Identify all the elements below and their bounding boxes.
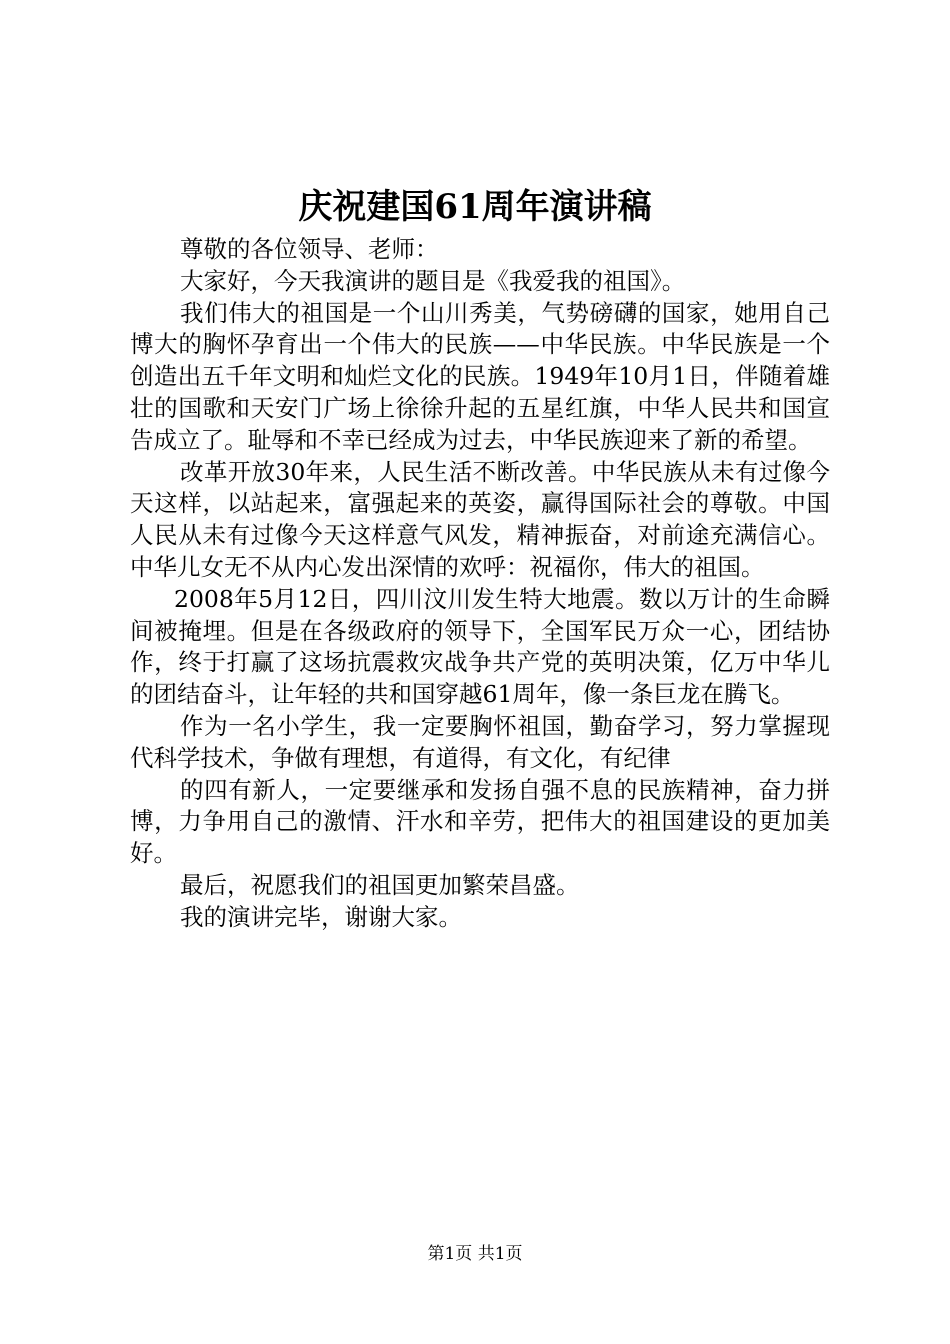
paragraph-student: 作为一名小学生，我一定要胸怀祖国，勤奋学习，努力掌握现代科学技术，争做有理想，有道得，有文化，有纪律	[130, 711, 830, 772]
document-body	[130, 234, 830, 934]
paragraph-greeting: 大家好，今天我演讲的题目是《我爱我的祖国》。	[180, 266, 686, 295]
paragraph-new-people: 的四有新人，一定要继承和发扬自强不息的民族精神，奋力拼博，力争用自己的激情、汗水和辛劳，把伟大的祖国建设的更加美好。	[130, 775, 830, 868]
paragraph-wishes: 最后，祝愿我们的祖国更加繁荣昌盛。	[180, 870, 580, 899]
page-number-footer: 第1页 共1页	[427, 1244, 523, 1264]
paragraph-earthquake: 2008年5月12日，四川汶川发生特大地震。数以万计的生命瞬间被掩埋。但是在各级政府的领导下，全国军民万众一心，团结协作，终于打赢了这场抗震救灾战争共产党的英明决策，亿万中华儿的团结奋斗，让年轻的共和国穿越61周年，像一条巨龙在腾飞。	[130, 584, 830, 709]
document-title: 庆祝建国61周年演讲稿	[298, 187, 652, 227]
paragraph-salutation: 尊敬的各位领导、老师：	[180, 235, 439, 263]
paragraph-motherland: 我们伟大的祖国是一个山川秀美，气势磅礴的国家，她用自己博大的胸怀孕育出一个伟大的民族——中华民族。中华民族是一个创造出五千年文明和灿烂文化的民族。1949年10月1日，伴随着雄壮的国歌和天安门广场上徐徐升起的五星红旗，中华人民共和国宣告成立了。耻辱和不幸已经成为过去，中华民族迎来了新的希望。	[130, 298, 830, 454]
paragraph-reform: 改革开放30年来，人民生活不断改善。中华民族从未有过像今天这样，以站起来，富强起来的英姿，赢得国际社会的尊敬。中国人民从未有过像今天这样意气风发，精神振奋，对前途充满信心。中华儿女无不从内心发出深情的欢呼：祝福你，伟大的祖国。	[130, 457, 830, 581]
paragraph-closing: 我的演讲完毕，谢谢大家。	[180, 902, 462, 931]
